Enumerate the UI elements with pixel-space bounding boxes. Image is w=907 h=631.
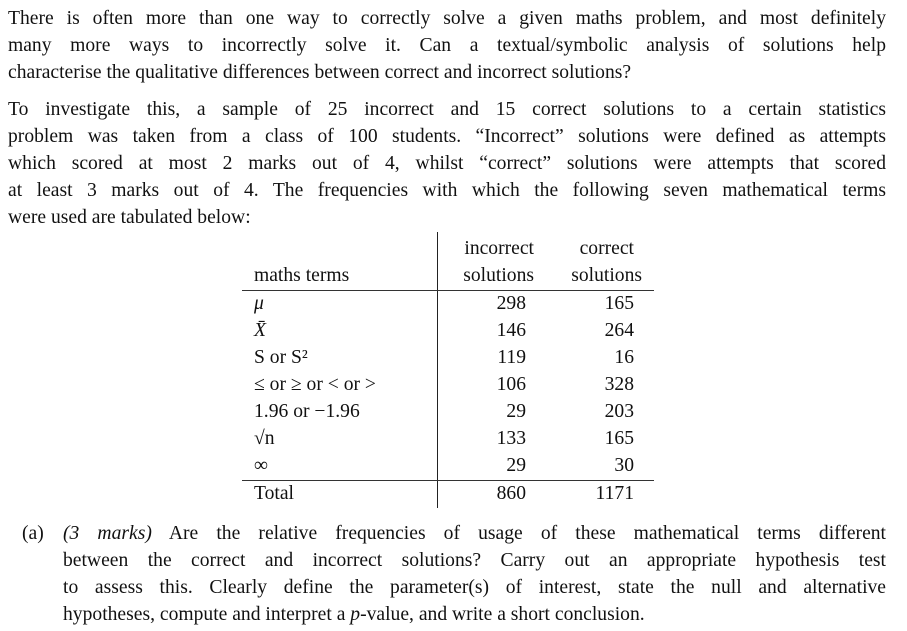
question-marks: (3 marks) <box>63 523 152 544</box>
header-rule <box>242 290 654 291</box>
header-correct: correct <box>579 238 634 259</box>
question-text: to assess this. Clearly define the parameter(s) of interest, state the null and alternative <box>63 577 886 598</box>
incorrect-count: 29 <box>506 455 526 476</box>
method-paragraph <box>8 96 886 231</box>
header-incorrect: incorrect <box>464 238 534 259</box>
intro-line: There is often more than one way to correctly solve a given maths problem, and most definitely <box>8 8 886 29</box>
header-correct-solutions: solutions <box>571 265 642 286</box>
method-line: To investigate this, a sample of 25 incorrect and 15 correct solutions to a certain statistics <box>8 99 886 120</box>
total-rule <box>242 480 654 481</box>
incorrect-count: 29 <box>506 401 526 422</box>
term: ∞ <box>254 455 268 476</box>
correct-count: 16 <box>614 347 634 368</box>
incorrect-count: 119 <box>497 347 526 368</box>
incorrect-count: 298 <box>496 293 526 314</box>
intro-line: many more ways to incorrectly solve it. Can a textual/symbolic analysis of solutions help <box>8 35 886 56</box>
p-symbol: p <box>350 604 361 625</box>
term: S or S² <box>254 347 308 368</box>
correct-count: 165 <box>604 428 634 449</box>
method-line: which scored at most 2 marks out of 4, whilst “correct” solutions were attempts that scored <box>8 153 886 174</box>
intro-paragraph <box>8 5 886 86</box>
correct-total: 1171 <box>595 483 634 504</box>
total-label: Total <box>254 483 294 504</box>
method-line: at least 3 marks out of 4. The frequencies with which the following seven mathematical terms <box>8 180 886 201</box>
correct-count: 264 <box>604 320 634 341</box>
incorrect-count: 133 <box>496 428 526 449</box>
correct-count: 203 <box>604 401 634 422</box>
correct-count: 30 <box>614 455 634 476</box>
frequency-table <box>242 232 654 508</box>
term: ≤ or ≥ or < or > <box>254 374 376 395</box>
question-text: Are the relative frequencies of usage of these mathematical terms different <box>151 523 887 544</box>
correct-count: 165 <box>604 293 634 314</box>
method-line: were used are tabulated below: <box>8 207 251 228</box>
term: 1.96 or −1.96 <box>254 401 360 422</box>
question-text: -value, and write a short conclusion. <box>360 604 645 625</box>
question-text: hypotheses, compute and interpret a <box>63 604 351 625</box>
correct-count: 328 <box>604 374 634 395</box>
incorrect-count: 146 <box>496 320 526 341</box>
header-maths-terms: maths terms <box>254 265 350 286</box>
question-text: between the correct and incorrect solutions? Carry out an appropriate hypothesis test <box>63 550 886 571</box>
term: μ <box>254 293 264 314</box>
header-incorrect-solutions: solutions <box>463 265 534 286</box>
question-label: (a) <box>22 523 44 544</box>
method-line: problem was taken from a class of 100 students. “Incorrect” solutions were defined as attempts <box>8 126 886 147</box>
incorrect-count: 106 <box>496 374 526 395</box>
incorrect-total: 860 <box>496 483 526 504</box>
column-divider <box>437 232 438 508</box>
intro-line: characterise the qualitative differences between correct and incorrect solutions? <box>8 62 632 83</box>
term: X̄ <box>254 320 266 341</box>
term: √n <box>254 428 275 449</box>
